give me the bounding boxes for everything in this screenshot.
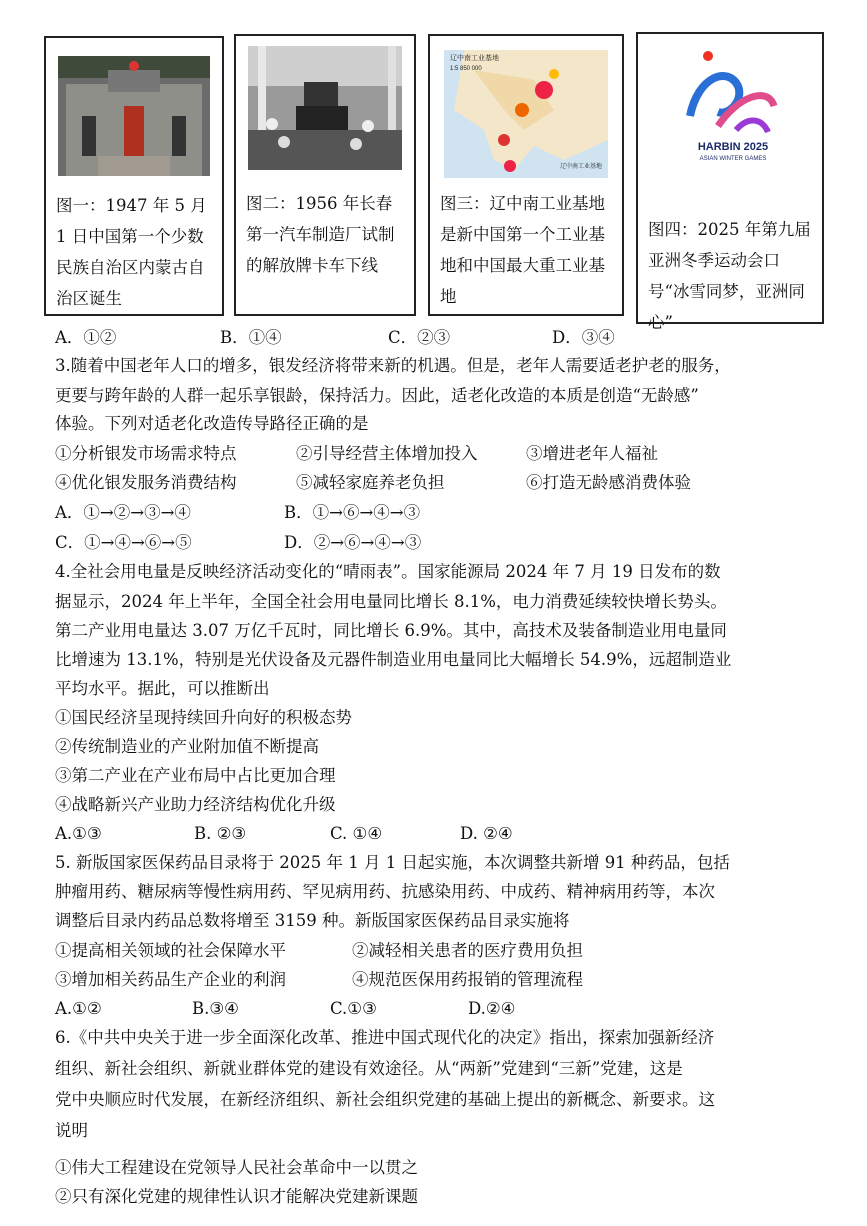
q4-stem-line: 比增速为 13.1%，特别是光伏设备及元器件制造业用电量同比大幅增长 54.9%，远超制造业 (55, 650, 732, 669)
map-scale: 1:5 850 000 (450, 66, 482, 72)
harbin-logo (678, 46, 788, 164)
q3-option-b: B．①→⑥→④→③ (284, 503, 421, 522)
map-image (444, 50, 608, 178)
q4-option-a: A.①③ (55, 824, 102, 843)
logo-title: HARBIN 2025 (697, 141, 769, 153)
q4-option-b: B. ②③ (194, 824, 247, 843)
q3-item: ⑤减轻家庭养老负担 (296, 473, 445, 492)
q4-item: ③第二产业在产业布局中占比更加合理 (55, 766, 336, 785)
map-inset-label: 辽中南工业基地 (560, 164, 603, 170)
figure-caption-3: 图三：辽中南工业基地是新中国第一个工业基地和中国最大重工业基地 (440, 194, 605, 306)
q5-option-d: D.②④ (468, 999, 516, 1018)
q6-stem-line: 党中央顺应时代发展，在新经济组织、新社会组织党建的基础上提出的新概念、新要求。这 (55, 1090, 715, 1109)
q5-item: ①提高相关领域的社会保障水平 (55, 941, 286, 960)
q6-item: ①伟大工程建设在党领导人民社会革命中一以贯之 (55, 1158, 418, 1177)
q5-option-a: A.①② (55, 999, 102, 1018)
q5-stem-line: 5. 新版国家医保药品目录将于 2025 年 1 月 1 日起实施，本次调整共新增 91 种药品，包括 (55, 853, 730, 872)
building-photo (58, 56, 210, 176)
q3-stem-line: 体验。下列对适老化改造传导路径正确的是 (55, 414, 369, 433)
q4-stem-line: 据显示，2024 年上半年，全国全社会用电量同比增长 8.1%，电力消费延续较快增长势头。 (55, 592, 727, 611)
q2-option-b: B．①④ (220, 328, 282, 347)
q4-item: ①国民经济呈现持续回升向好的积极态势 (55, 708, 352, 727)
q3-item: ④优化银发服务消费结构 (55, 473, 237, 492)
q4-option-d: D. ②④ (460, 824, 513, 843)
figure-caption-1: 图一：1947 年 5 月 1 日中国第一个少数民族自治区内蒙古自治区诞生 (56, 196, 207, 308)
q3-item: ⑥打造无龄感消费体验 (526, 473, 691, 492)
figure-card-3 (428, 34, 624, 316)
q3-item: ②引导经营主体增加投入 (296, 444, 478, 463)
q3-option-d: D．②→⑥→④→③ (284, 533, 422, 552)
figure-card-2 (234, 34, 416, 316)
q5-option-b: B.③④ (192, 999, 239, 1018)
q4-stem-line: 第二产业用电量达 3.07 万亿千瓦时，同比增长 6.9%。其中，高技术及装备制造业用电量同 (55, 621, 727, 640)
q2-option-d: D．③④ (552, 328, 615, 347)
q6-stem-line: 说明 (55, 1121, 88, 1140)
q3-option-c: C．①→④→⑥→⑤ (55, 533, 192, 552)
figure-caption-4: 图四：2025 年第九届亚洲冬季运动会口号“冰雪同梦，亚洲同心” (648, 220, 811, 332)
q4-stem-line: 平均水平。据此，可以推断出 (55, 679, 270, 698)
q4-option-c: C. ①④ (330, 824, 383, 843)
q3-item: ③增进老年人福祉 (526, 444, 658, 463)
map-title: 辽中南工业基地 (450, 55, 499, 62)
q5-stem-line: 肿瘤用药、糖尿病等慢性病用药、罕见病用药、抗感染用药、中成药、精神病用药等，本次 (55, 882, 715, 901)
q5-item: ③增加相关药品生产企业的利润 (55, 970, 286, 989)
figure-card-1 (44, 36, 224, 316)
q4-item: ②传统制造业的产业附加值不断提高 (55, 737, 319, 756)
logo-subtitle: ASIAN WINTER GAMES (699, 156, 767, 162)
q3-stem-line: 3.随着中国老年人口的增多，银发经济将带来新的机遇。但是，老年人需要适老护老的服务， (55, 356, 731, 375)
q3-option-a: A．①→②→③→④ (55, 503, 191, 522)
q2-option-c: C．②③ (388, 328, 451, 347)
q3-stem-line: 更要与跨年龄的人群一起乐享银龄，保持活力。因此，适老化改造的本质是创造“无龄感” (55, 386, 699, 405)
q4-stem-line: 4.全社会用电量是反映经济活动变化的“晴雨表”。国家能源局 2024 年 7 月 19 日发布的数 (55, 562, 721, 581)
figure-card-4 (636, 32, 824, 332)
q6-item: ②只有深化党建的规律性认识才能解决党建新课题 (55, 1187, 418, 1206)
q3-item: ①分析银发市场需求特点 (55, 444, 237, 463)
q2-option-a: A．①② (55, 328, 117, 347)
q4-item: ④战略新兴产业助力经济结构优化升级 (55, 795, 336, 814)
q6-stem-line: 组织、新社会组织、新就业群体党的建设有效途径。从“两新”党建到“三新”党建，这是 (55, 1059, 683, 1078)
q6-stem-line: 6.《中共中央关于进一步全面深化改革、推进中国式现代化的决定》指出，探索加强新经济 (55, 1028, 715, 1047)
figure-caption-2: 图二：1956 年长春第一汽车制造厂试制的解放牌卡车下线 (246, 194, 395, 275)
q5-item: ④规范医保用药报销的管理流程 (352, 970, 583, 989)
truck-photo (248, 46, 402, 170)
q5-item: ②减轻相关患者的医疗费用负担 (352, 941, 583, 960)
q5-stem-line: 调整后目录内药品总数将增至 3159 种。新版国家医保药品目录实施将 (55, 911, 570, 930)
q5-option-c: C.①③ (330, 999, 377, 1018)
